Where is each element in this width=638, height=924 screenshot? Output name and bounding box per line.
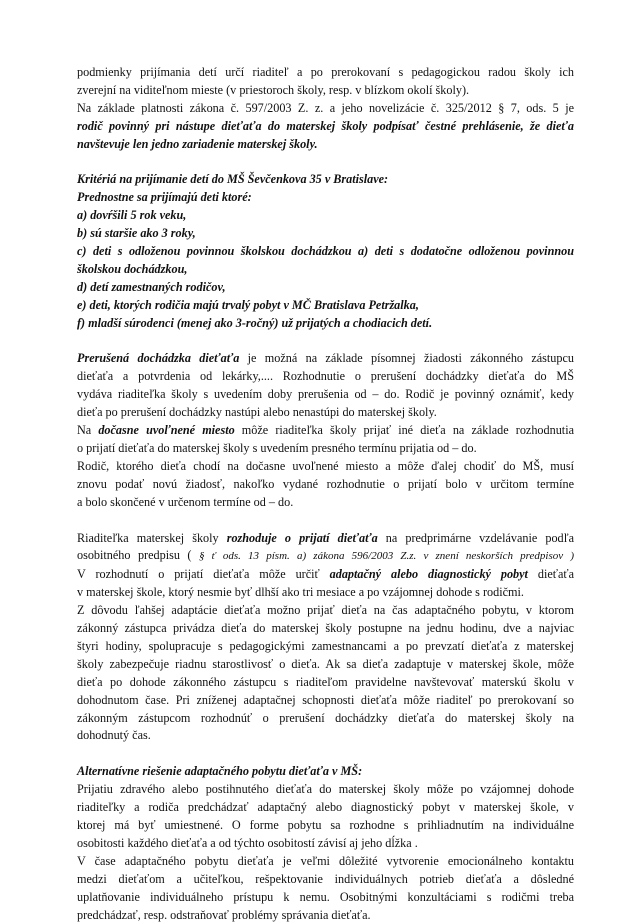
criteria-heading: Kritériá na prijímanie detí do MŠ Ševčenkova 35 v Bratislave: [77,172,389,187]
text-line: Z dôvodu ľahšej adaptácie dieťaťa možno prijať dieťa na čas adaptačného pobytu, v ktorom [77,603,574,618]
text-line: v materskej škole, ktorý nesmie byť dlhší ako tri mesiace a po vzájomnej dohode s rodičmi. [77,585,524,600]
text-line-emphasis: navštevuje len jedno zariadenie materskej školy. [77,136,318,151]
text-line: o prijatí dieťaťa do materskej školy s uvedením presného termínu prijatia od – do. [77,441,477,455]
section-heading: Alternatívne riešenie adaptačného pobytu dieťaťa v MŠ: [77,764,363,779]
text-line: osobitosti každého dieťaťa a od týchto osobitostí závisí aj jeho dĺžka . [77,835,418,850]
text-line: podmienky prijímania detí určí riaditeľ a po prerokovaní s pedagogickou radou školy ich [77,65,574,79]
term-temporary-place: dočasne uvoľnené miesto [98,423,235,438]
text-line: Rodič, ktorého dieťa chodí na dočasne uvoľnené miesto a môže ďalej chodiť do MŠ, musí [77,458,574,473]
paragraph-alternative-adaptation [77,763,574,924]
text-line [77,566,574,584]
text-fragment: môže riaditeľka školy prijať iné dieťa na základe rozhodnutia [234,423,574,438]
text-line: dohodnutý čas. [77,728,151,743]
criteria-intro: Prednostne sa prijímajú deti ktoré: [77,190,252,205]
text-fragment: Na [77,423,99,438]
text-fragment: na predprimárne vzdelávanie podľa [377,530,574,545]
text-line [77,422,574,440]
text-line: školy zabezpečuje riadnu starostlivosť o dieťa. Ak sa dieťa zadaptuje v materskej škole, môže [77,656,574,671]
criteria-item: b) sú staršie ako 3 roky, [77,226,196,241]
text-line: a bolo skončené v určenom termíne od – do. [77,494,294,509]
text-line: dieťaťa a potvrdenia od lekárky,.... Rozhodnutie o prerušení dochádzky dieťaťa do MŠ [77,369,574,384]
text-fragment: je možná na základe písomnej žiadosti zákonného zástupcu [239,351,574,366]
text-line: V čase adaptačného pobytu dieťaťa je veľmi dôležité vytvorenie emocionálneho kontaktu [77,853,574,868]
text-line: zákonným zástupcom rozhodnúť o prerušení dochádzky dieťaťa do materskej školy na [77,710,574,725]
paragraph-interrupted-attendance [77,350,574,511]
criteria-item: d) detí zamestnaných rodičov, [77,279,226,294]
text-line: štyri hodiny, spolupracuje s pedagogickými zamestnancami a po prevzatí dieťaťa z materskej [77,638,574,653]
text-fragment: osobitného predpisu ( [77,548,199,563]
text-line: vydáva riaditeľka školy s uvedením doby prerušenia od – do. Rodič je povinný oznámiť, kedy [77,387,574,402]
paragraph-admission-terms [77,64,574,154]
text-line: riaditeľky a rodiča predchádzať adaptačný alebo diagnostický pobyt v materskej škole, v [77,800,574,815]
term-interrupted-attendance: Prerušená dochádzka dieťaťa [77,351,240,366]
term-adaptation-stay: adaptačný alebo diagnostický pobyt [329,567,528,582]
paragraph-admission-decision [77,530,574,746]
text-line: medzi dieťaťom a učiteľkou, rešpektovanie individuálnych potrieb dieťaťa a dôsledné [77,871,574,886]
criteria-item-continued: školskou dochádzkou, [77,261,188,276]
text-line: Prijatiu zdravého alebo postihnutého dieťaťa do materskej školy môže po vzájomnej dohode [77,782,574,797]
text-line: uplatňovanie individuálneho prístupu k nemu. Osobitnými konzultáciami s rodičmi treba [77,889,574,904]
term-decides-admission: rozhoduje o prijatí dieťaťa [226,530,378,545]
text-line [77,350,574,368]
text-line: zákonný zástupca privádza dieťa do materskej školy postupne na jednu hodinu, dve a najviac [77,621,574,636]
legal-reference: § ť ods. 13 písm. a) zákona 596/2003 Z.z. v znení neskorších predpisov ) [198,550,574,563]
text-line: ktorej má byť umiestnené. O forme pobytu sa rozhodne s prihliadnutím na individuálne [77,818,574,832]
text-fragment: Riaditeľka materskej školy [77,530,227,545]
text-line: zverejní na viditeľnom mieste (v priestoroch školy, resp. v blízkom okolí školy). [77,82,470,97]
text-line: dieťa po prerušení dochádzky nastúpi alebo nenastúpi do materskej školy. [77,405,437,420]
text-line [77,547,574,566]
text-line [77,530,574,548]
text-line: dieťa po dohode zákonného zástupcu s riaditeľom pravidelne navštevovať materskú školu v [77,674,574,689]
criteria-item: c) deti s odloženou povinnou školskou dochádzkou a) deti s dodatočne odloženou povinnou [77,244,574,259]
criteria-item: a) dovŕšili 5 rok veku, [77,208,187,223]
text-line: znovu podať novú žiadosť, nakoľko vydané rozhodnutie o prijatí bolo v určitom termíne [77,476,574,491]
criteria-section [77,171,574,332]
criteria-item: f) mladší súrodenci (menej ako 3-ročný) už prijatých a chodiacich detí. [77,315,433,330]
criteria-item: e) deti, ktorých rodičia majú trvalý pobyt v MČ Bratislava Petržalka, [77,297,419,312]
text-line: dohodnutom čase. Pri zníženej adaptačnej schopnosti dieťaťa môže riaditeľ po prerokovaní so [77,692,574,707]
text-line: predchádzať, resp. odstraňovať problémy správania dieťaťa. [77,907,371,922]
text-line-emphasis: rodič povinný pri nástupe dieťaťa do materskej školy podpísať čestné prehlásenie, že dieťa [77,118,574,133]
text-fragment: V rozhodnutí o prijatí dieťaťa môže určiť [77,567,330,582]
text-line: Na základe platnosti zákona č. 597/2003 Z. z. a jeho novelizácie č. 325/2012 § 7, ods. 5 je [77,100,574,115]
text-fragment: dieťaťa [527,567,574,582]
